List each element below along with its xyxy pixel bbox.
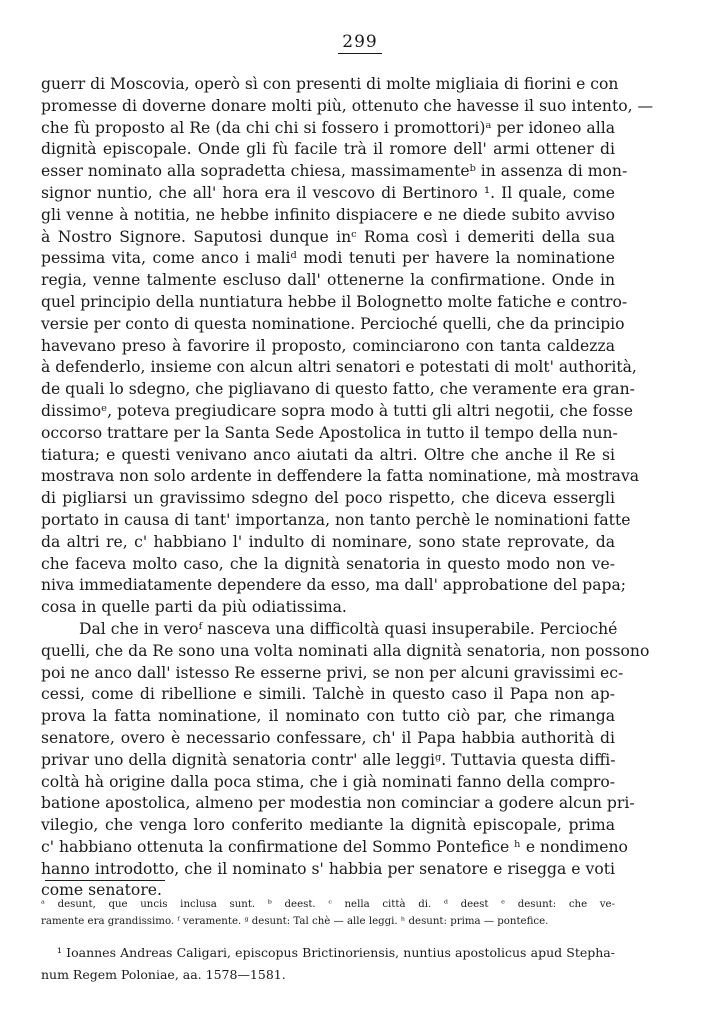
text-line: c' habbiano ottenuta la confirmatione del Sommo Pontefice ʰ e nondimeno <box>41 837 628 856</box>
apparatus-line: ᵃ desunt, que uncis inclusa sunt. ᵇ deest. ᶜ nella città di. ᵈ deest ᵉ desunt: che ve- <box>41 899 615 910</box>
text-line: quel principio della nuntiatura hebbe il Bolognetto molte fatiche e contro- <box>41 292 628 311</box>
text-line: havevano preso à favorire il proposto, cominciarono con tanta caldezza <box>41 336 615 355</box>
text-line: dissimoᵉ, poteva pregiudicare sopra modo à tutti gli altri negotii, che fosse <box>41 401 633 420</box>
text-line: da altri re, c' habbiano l' indulto di nominare, sono state reprovate, da <box>41 532 615 551</box>
text-line: gli venne à notitia, ne hebbe infinito dispiacere e ne diede subito avviso <box>41 205 615 224</box>
text-line: versie per conto di questa nominatione. Percioché quelli, che da principio <box>41 314 625 333</box>
text-line: promesse di doverne donare molti più, ottenuto che havesse il suo intento, — <box>41 96 654 115</box>
text-line: occorso trattare per la Santa Sede Apostolica in tutto il tempo della nun- <box>41 423 618 442</box>
text-line: pessima vita, come anco i maliᵈ modi tenuti per havere la nominatione <box>41 249 615 268</box>
text-line: à defenderlo, insieme con alcun altri senatori e potestati di molt' authorità, <box>41 358 637 377</box>
text-line: cessi, come di ribellione e simili. Talchè in questo caso il Papa non ap- <box>41 685 615 704</box>
text-line: senatore, overo è necessario confessare, ch' il Papa habbia authorità di <box>41 728 615 747</box>
text-line: dignità episcopale. Onde gli fù facile trà il romore dell' armi ottener di <box>41 140 615 159</box>
text-line: di pigliarsi un gravissimo sdegno del poco rispetto, che diceva essergli <box>41 489 615 508</box>
footnote-separator <box>45 880 165 881</box>
footnote-line: num Regem Poloniae, aa. 1578—1581. <box>41 967 286 982</box>
text-line: prova la fatta nominatione, il nominato con tutto ciò par, che rimanga <box>41 707 615 726</box>
text-line: mostrava non solo ardente in deffendere la fatta nominatione, mà mostrava <box>41 467 640 486</box>
text-line: che faceva molto caso, che la dignità senatoria in questo modo non ve- <box>41 554 615 573</box>
text-line: regia, venne talmente escluso dall' ottenerne la confirmatione. Onde in <box>41 271 615 290</box>
text-line: batione apostolica, almeno per modestia non cominciar a godere alcun pri- <box>41 794 635 813</box>
text-line: guerr di Moscovia, operò sì con presenti di molte migliaia di fiorini e con <box>41 75 619 93</box>
text-line: poi ne anco dall' istesso Re esserne privi, se non per alcuni gravissimi ec- <box>41 663 624 682</box>
text-line: come senatore. <box>41 881 162 900</box>
main-text <box>41 74 654 902</box>
text-line: privar uno della dignità senatoria contr' alle leggiᵍ. Tuttavia questa diffi- <box>41 750 616 769</box>
text-line: quelli, che da Re sono una volta nominati alla dignità senatoria, non possono <box>41 641 650 660</box>
apparatus-line: ramente era grandissimo. ᶠ veramente. ᵍ desunt: Tal chè — alle leggi. ʰ desunt: prima — pontefice. <box>41 916 549 927</box>
text-line: de quali lo sdegno, che pigliavano di questo fatto, che veramente era gran- <box>41 380 635 399</box>
text-line: signor nuntio, che all' hora era il vescovo di Bertinoro ¹. Il quale, come <box>41 183 615 202</box>
critical-apparatus <box>41 896 615 930</box>
footnote-line: ¹ Ioannes Andreas Caligari, episcopus Brictinoriensis, nuntius apostolicus apud Stepha- <box>57 945 615 960</box>
text-line: tiatura; e questi venivano anco aiutati da altri. Oltre che anche il Re si <box>41 445 615 464</box>
text-line: à Nostro Signore. Saputosi dunque inᶜ Roma così i demeriti della sua <box>41 227 615 246</box>
text-line: vilegio, che venga loro conferito mediante la dignità episcopale, prima <box>41 816 615 835</box>
text-line: coltà hà origine dalla poca stima, che i già nominati fanno della compro- <box>41 772 615 791</box>
text-line: cosa in quelle parti da più odiatissima. <box>41 598 347 617</box>
text-line: che fù proposto al Re (da chi chi si fossero i promottori)ᵃ per idoneo alla <box>41 118 615 137</box>
footnote <box>41 942 615 986</box>
text-line: hanno introdotto, che il nominato s' habbia per senatore e risegga e voti <box>41 859 615 878</box>
text-line: niva immediatamente dependere da esso, ma dall' approbatione del papa; <box>41 576 627 595</box>
text-line: esser nominato alla sopradetta chiesa, massimamenteᵇ in assenza di mon- <box>41 162 628 181</box>
text-line: Dal che in veroᶠ nasceva una difficoltà quasi insuperabile. Percioché <box>79 619 618 638</box>
text-line: portato in causa di tant' importanza, non tanto perchè le nominationi fatte <box>41 510 631 529</box>
page-number-text: 299 <box>338 32 381 54</box>
page-number <box>0 32 720 52</box>
